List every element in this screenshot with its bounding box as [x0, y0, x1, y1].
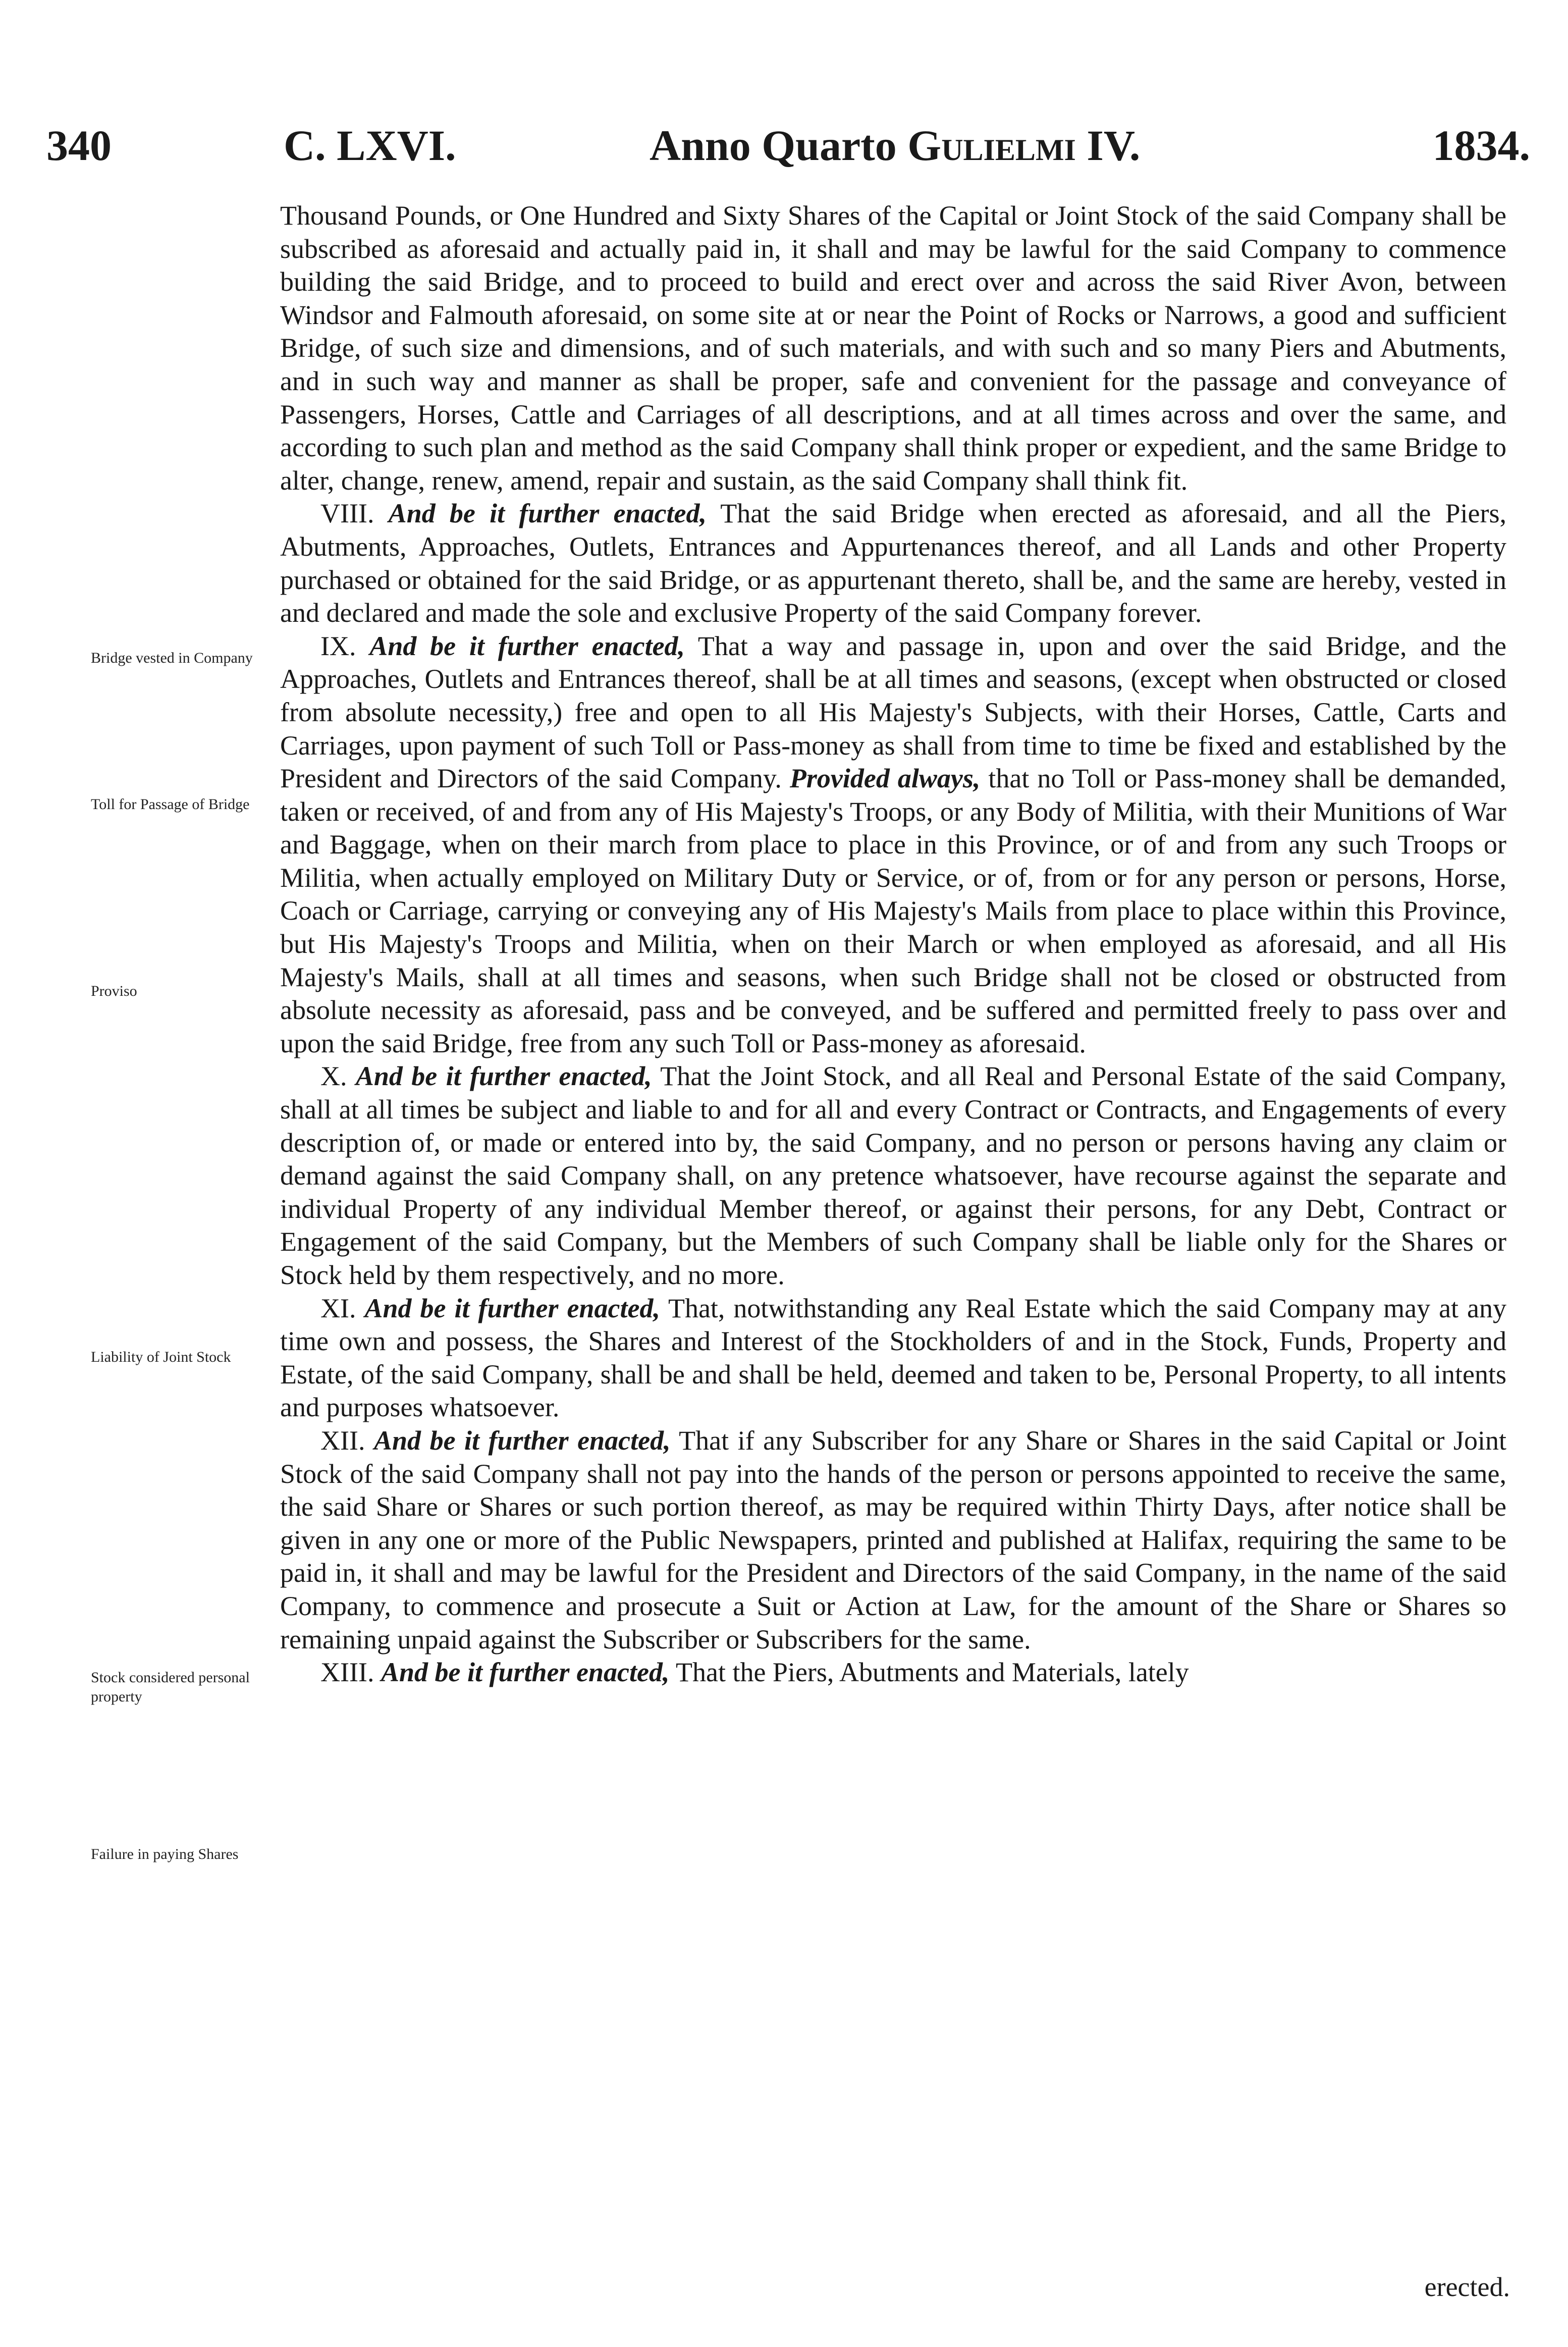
enacting-clause: And be it further enacted, [388, 498, 707, 529]
section-text: That the Joint Stock, and all Real and Personal Estate of the said Company, shall at all times be subject and liable to and for all and every Contract or Contracts, and Engagements of every description of, or made or entered into by, the said Company, and no person or persons having any claim or demand against the said Company shall, on any pretence whatsoever, have recourse against the separate and individual Property of any individual Member thereof, or against their persons, for any Debt, Contract or Engagement of the said Company, but the Members of such Company shall be liable only for the Shares or Stock held by them respectively, and no more. [280, 1061, 1506, 1290]
enacting-clause: And be it further enacted, [374, 1425, 671, 1456]
enacting-clause: And be it further enacted, [369, 630, 685, 661]
section-number: VIII. [320, 498, 374, 529]
section-viii [280, 497, 1506, 629]
section-number: X. [320, 1061, 347, 1092]
section-text: That a way and passage in, upon and over the said Bridge, and the Approaches, Outlets and Entrances thereof, shall be at all times and seasons, (except when obstructed or closed from absolute necessity,) free and open to all His Majesty's Subjects, with their Horses, Cattle, Carts and Carriages, upon payment of such Toll or Pass-money as shall from time to time be fixed and established by the President and Directors of the said Company. [280, 630, 1506, 794]
enacting-clause: And be it further enacted, [364, 1293, 660, 1323]
margin-note-toll: Toll for Passage of Bridge [91, 796, 250, 813]
enacting-clause: And be it further enacted, [355, 1061, 652, 1092]
year: 1834. [1432, 121, 1530, 170]
section-number: XIII. [320, 1657, 374, 1688]
title-suffix: IV. [1087, 121, 1141, 170]
section-xi [280, 1292, 1506, 1424]
proviso-lead: Provided always, [789, 763, 981, 794]
margin-note-liability: Liability of Joint Stock [91, 1349, 231, 1365]
section-xiii [280, 1656, 1506, 1689]
running-title [650, 115, 1140, 176]
margin-note-stock-personal: Stock considered personal property [91, 1669, 250, 1705]
enacting-clause: And be it further enacted, [381, 1657, 670, 1688]
section-xii [280, 1424, 1506, 1656]
page-number: 340 [46, 121, 112, 170]
margin-note-failure-paying: Failure in paying Shares [91, 1846, 239, 1862]
chapter-number: C. LXVI. [284, 121, 456, 170]
body-text [280, 199, 1506, 2294]
section-number: XII. [320, 1425, 365, 1456]
section-text: That, notwithstanding any Real Estate which the said Company may at any time own and possess, the Shares and Interest of the Stockholders of and in the Stock, Funds, Property and Estate, of the said Company, shall be and shall be held, deemed and taken to be, Personal Property, to all intents and purposes whatsoever. [280, 1293, 1506, 1423]
catchword: erected. [1424, 2272, 1510, 2302]
margin-note-bridge-vested: Bridge vested in Company [91, 650, 253, 666]
section-number: XI. [320, 1293, 356, 1323]
section-number: IX. [320, 630, 356, 661]
title-smallcaps: Gulielmi [907, 121, 1076, 170]
section-x [280, 1060, 1506, 1292]
section-text: That the said Bridge when erected as aforesaid, and all the Piers, Abutments, Approaches, Outlets, Entrances and Appurtenances thereof, and all Lands and other Property purchased or obtained for the said Bridge, or as appurtenant thereto, shall be, and the same are hereby, vested in and declared and made the sole and exclusive Property of the said Company forever. [280, 498, 1506, 628]
section-text: That the Piers, Abutments and Materials, lately [676, 1657, 1189, 1688]
margin-note-proviso: Proviso [91, 983, 137, 999]
section-ix [280, 630, 1506, 1060]
title-prefix: Anno Quarto [650, 121, 897, 170]
proviso-text: that no Toll or Pass-money shall be demanded, taken or received, of and from any of His Majesty's Troops, or any Body of Militia, with their Munitions of War and Baggage, when on their march from place to place in this Province, or of and from any such Troops or Militia, when actually employed on Military Duty or Service, or of, from or for any person or persons, Horse, Coach or Carriage, carrying or conveying any of His Majesty's Mails from place to place within this Province, but His Majesty's Troops and Militia, when on their March or when employed as aforesaid, and all His Majesty's Mails, shall at all times and seasons, when such Bridge shall not be closed or obstructed from absolute necessity as aforesaid, pass and be conveyed, and be suffered and permitted freely to pass over and upon the said Bridge, free from any such Toll or Pass-money as aforesaid. [280, 763, 1506, 1058]
section-text: That if any Subscriber for any Share or Shares in the said Capital or Joint Stock of the said Company shall not pay into the hands of the person or persons appointed to receive the same, the said Share or Shares or such portion thereof, as may be required within Thirty Days, after notice shall be given in any one or more of the Public Newspapers, printed and published at Halifax, requiring the same to be paid in, it shall and may be lawful for the President and Directors of the said Company, in the name of the said Company, to commence and prosecute a Suit or Action at Law, for the amount of the Share or Shares so remaining unpaid against the Subscriber or Subscribers for the same. [280, 1425, 1506, 1655]
continuation-paragraph: Thousand Pounds, or One Hundred and Sixty Shares of the Capital or Joint Stock of the said Company shall be subscribed as aforesaid and actually paid in, it shall and may be lawful for the said Company to commence building the said Bridge, and to proceed to build and erect over and across the said River Avon, between Windsor and Falmouth aforesaid, on some site at or near the Point of Rocks or Narrows, a good and sufficient Bridge, of such size and dimensions, and of such materials, and with such and so many Piers and Abutments, and in such way and manner as shall be proper, safe and convenient for the passage and conveyance of Passengers, Horses, Cattle and Carriages of all descriptions, and at all times across and over the same, and according to such plan and method as the said Company shall think proper or expedient, and the same Bridge to alter, change, renew, amend, repair and sustain, as the said Company shall think fit. [280, 200, 1506, 496]
running-head [46, 115, 1530, 176]
